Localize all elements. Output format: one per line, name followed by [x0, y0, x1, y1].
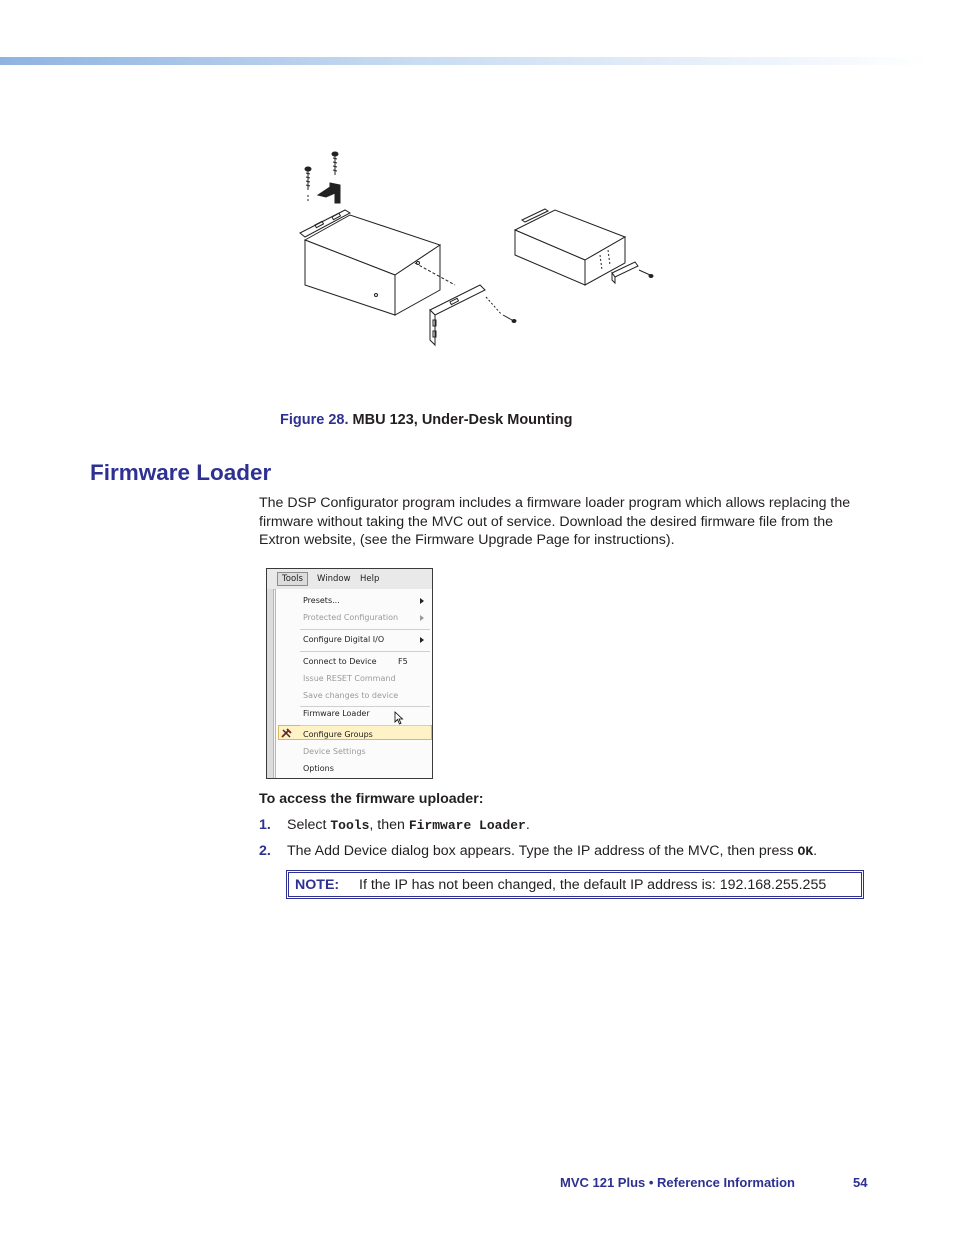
menu-item-configure-digital-io[interactable]: Configure Digital I/O — [303, 635, 385, 644]
figure-caption-text: MBU 123, Under-Desk Mounting — [352, 412, 573, 428]
menu-item-configure-groups[interactable]: Configure Groups — [303, 730, 373, 739]
step-number: 2. — [259, 843, 271, 859]
tools-dropdown — [275, 589, 433, 779]
mounting-illustration — [290, 145, 670, 375]
menu-window[interactable]: Window — [317, 574, 351, 584]
menu-tools[interactable]: Tools — [277, 572, 308, 586]
menu-item-firmware-loader[interactable]: Firmware Loader — [303, 709, 370, 718]
section-body: The DSP Configurator program includes a firmware loader program which allows replacing the firmware without taking the MVC out of service. Download the desired firmware file from the Extron website, (see the Firmware Upgrade Page for instructions). — [259, 495, 851, 548]
shortcut-f5: F5 — [398, 657, 408, 666]
menu-separator — [300, 706, 430, 707]
menu-item-connect-to-device[interactable]: Connect to Device — [303, 657, 377, 666]
step-number: 1. — [259, 817, 271, 833]
menu-separator — [300, 629, 430, 630]
window-edge — [267, 589, 274, 779]
tools-menu-screenshot — [266, 568, 433, 779]
step-text: Select Tools, then Firmware Loader. — [287, 817, 530, 833]
figure-number: Figure 28. — [280, 412, 349, 428]
menu-item-presets[interactable]: Presets... — [303, 596, 340, 605]
step-text: The Add Device dialog box appears. Type the IP address of the MVC, then press OK. — [287, 843, 818, 859]
screw-icon — [332, 152, 338, 175]
menu-separator — [300, 651, 430, 652]
procedure-title: To access the firmware uploader: — [259, 791, 484, 807]
figure-caption — [280, 412, 572, 428]
section-title: Firmware Loader — [90, 460, 272, 485]
menu-separator — [300, 725, 430, 726]
submenu-arrow-icon — [420, 637, 424, 643]
firmware-tool-icon — [281, 728, 293, 738]
header-accent-bar — [0, 57, 930, 65]
menu-help[interactable]: Help — [360, 574, 380, 584]
menu-item-options[interactable]: Options — [303, 764, 334, 773]
menu-item-device-settings: Device Settings — [303, 747, 366, 756]
submenu-arrow-icon — [420, 598, 424, 604]
note-box — [288, 872, 862, 897]
menu-item-protected-configuration: Protected Configuration — [303, 613, 399, 622]
mouse-cursor-icon — [394, 711, 404, 725]
footer-page-number: 54 — [853, 1175, 868, 1190]
menu-item-save-changes: Save changes to device — [303, 691, 399, 700]
note-text: If the IP has not been changed, the default IP address is: 192.168.255.255 — [359, 877, 827, 893]
footer-doc-title: MVC 121 Plus • Reference Information — [560, 1175, 796, 1190]
menubar — [267, 569, 432, 590]
screw-icon — [305, 167, 311, 203]
note-label: NOTE: — [295, 877, 340, 893]
submenu-arrow-icon — [420, 615, 424, 621]
menu-item-issue-reset: Issue RESET Command — [303, 674, 396, 683]
